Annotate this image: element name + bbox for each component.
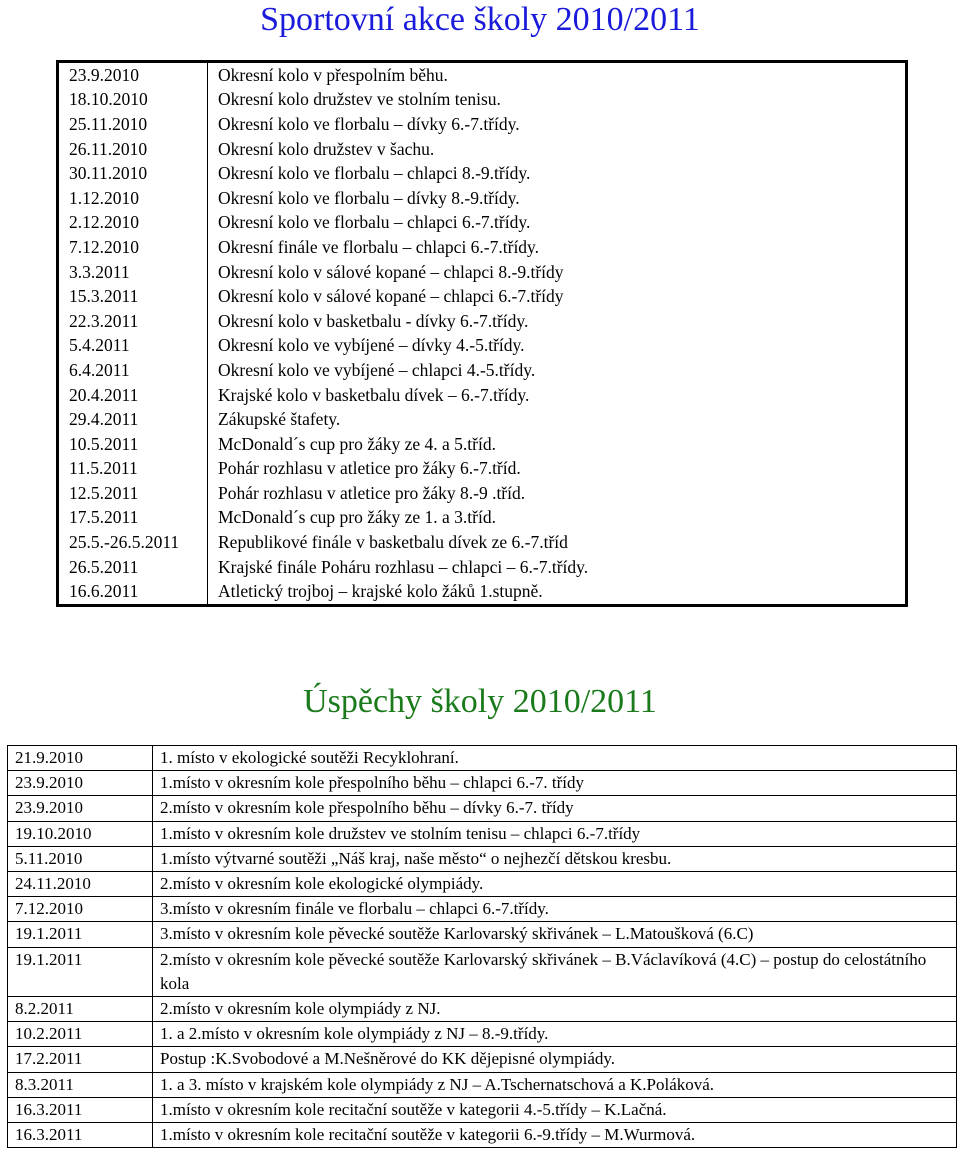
sports-events-title: Sportovní akce školy 2010/2011 (260, 1, 700, 38)
event-date-cell: 25.11.2010 (58, 112, 208, 137)
event-description-cell: Okresní kolo ve florbalu – dívky 6.-7.třídy. (218, 113, 520, 134)
event-date-cell: 12.5.2011 (58, 481, 208, 506)
achievement-date-cell: 16.3.2011 (8, 1123, 153, 1148)
achievement-description-cell: 2.místo v okresním kole ekologické olympiády. (153, 872, 957, 897)
event-description-cell: Okresní kolo družstev ve stolním tenisu. (218, 89, 501, 110)
table-row (8, 872, 957, 897)
event-description-cell: Krajské kolo v basketbalu dívek – 6.-7.třídy. (218, 384, 530, 405)
event-date-cell: 11.5.2011 (58, 457, 208, 482)
achievement-description-cell: 1.místo v okresním kole přespolního běhu – chlapci 6.-7. třídy (153, 771, 957, 796)
achievement-description-cell: 2.místo v okresním kole přespolního běhu – dívky 6.-7. třídy (153, 796, 957, 821)
achievement-description-cell: 1.místo v okresním kole družstev ve stolním tenisu – chlapci 6.-7.třídy (153, 821, 957, 846)
event-description-cell: Pohár rozhlasu v atletice pro žáky 8.-9 .tříd. (218, 482, 526, 503)
achievement-date-cell: 23.9.2010 (8, 796, 153, 821)
event-date-cell: 7.12.2010 (58, 235, 208, 260)
event-description-cell: Okresní kolo ve florbalu – chlapci 6.-7.třídy. (218, 212, 531, 233)
achievement-date-cell: 19.1.2011 (8, 947, 153, 996)
table-row (8, 947, 957, 996)
achievement-description-cell: 1.místo v okresním kole recitační soutěže v kategorii 4.-5.třídy – K.Lačná. (153, 1097, 957, 1122)
table-row (58, 506, 907, 531)
event-date-cell: 6.4.2011 (58, 358, 208, 383)
event-description-cell: Okresní finále ve florbalu – chlapci 6.-7.třídy. (218, 236, 540, 257)
achievement-date-cell: 5.11.2010 (8, 846, 153, 871)
achievement-date-cell: 23.9.2010 (8, 771, 153, 796)
event-date-cell: 1.12.2010 (58, 186, 208, 211)
achievement-description-cell: Postup :K.Svobodové a M.Nešněrové do KK dějepisné olympiády. (153, 1047, 957, 1072)
table-row (58, 309, 907, 334)
achievement-date-cell: 21.9.2010 (8, 746, 153, 771)
table-row (8, 897, 957, 922)
table-row (58, 62, 907, 88)
event-date-cell: 10.5.2011 (58, 432, 208, 457)
achievement-description-cell: 1. místo v ekologické soutěži Recyklohraní. (153, 746, 957, 771)
event-date-cell: 17.5.2011 (58, 506, 208, 531)
table-row (58, 457, 907, 482)
event-description-cell: Republikové finále v basketbalu dívek ze 6.-7.tříd (218, 532, 568, 553)
achievement-description-cell: 3.místo v okresním kole pěvecké soutěže Karlovarský skřivánek – L.Matoušková (6.C) (153, 922, 957, 947)
table-row (58, 555, 907, 580)
achievement-date-cell: 24.11.2010 (8, 872, 153, 897)
table-row (8, 746, 957, 771)
achievements-table (7, 745, 957, 1148)
table-row (58, 481, 907, 506)
event-date-cell: 26.5.2011 (58, 555, 208, 580)
achievements-title: Úspěchy školy 2010/2011 (303, 683, 657, 720)
event-description-cell: Okresní kolo v sálové kopané – chlapci 6.-7.třídy (218, 286, 564, 307)
achievement-date-cell: 16.3.2011 (8, 1097, 153, 1122)
achievement-date-cell: 8.3.2011 (8, 1072, 153, 1097)
event-date-cell: 30.11.2010 (58, 161, 208, 186)
table-row (58, 235, 907, 260)
event-date-cell: 2.12.2010 (58, 211, 208, 236)
event-description-cell: Okresní kolo ve vybíjené – dívky 4.-5.třídy. (218, 335, 525, 356)
achievement-description-cell: 1.místo výtvarné soutěži „Náš kraj, naše město“ o nejhezčí dětskou kresbu. (153, 846, 957, 871)
table-row (58, 211, 907, 236)
table-row (58, 137, 907, 162)
table-row (58, 407, 907, 432)
event-description-cell: McDonald´s cup pro žáky ze 1. a 3.tříd. (218, 507, 496, 528)
event-description-cell: Krajské finále Poháru rozhlasu – chlapci – 6.-7.třídy. (218, 556, 589, 577)
table-row (58, 88, 907, 113)
event-description-cell: Okresní kolo ve vybíjené – chlapci 4.-5.třídy. (218, 359, 536, 380)
table-row (58, 579, 907, 605)
achievement-date-cell: 8.2.2011 (8, 997, 153, 1022)
event-date-cell: 5.4.2011 (58, 334, 208, 359)
table-row (58, 161, 907, 186)
event-description-cell: Okresní kolo družstev v šachu. (218, 138, 435, 159)
event-description-cell: Okresní kolo v basketbalu - dívky 6.-7.třídy. (218, 310, 529, 331)
table-row (58, 334, 907, 359)
table-row (8, 997, 957, 1022)
table-row (8, 846, 957, 871)
table-row (8, 1072, 957, 1097)
achievement-description-cell: 2.místo v okresním kole olympiády z NJ. (153, 997, 957, 1022)
table-row (58, 260, 907, 285)
achievement-description-cell: 3.místo v okresním finále ve florbalu – chlapci 6.-7.třídy. (153, 897, 957, 922)
achievement-date-cell: 10.2.2011 (8, 1022, 153, 1047)
achievement-description-cell: 1. a 3. místo v krajském kole olympiády z NJ – A.Tschernatschová a K.Poláková. (153, 1072, 957, 1097)
event-date-cell: 20.4.2011 (58, 383, 208, 408)
table-row (58, 284, 907, 309)
event-date-cell: 18.10.2010 (58, 88, 208, 113)
table-row (58, 358, 907, 383)
table-row (8, 771, 957, 796)
table-row (8, 1047, 957, 1072)
table-row (8, 922, 957, 947)
event-date-cell: 3.3.2011 (58, 260, 208, 285)
achievement-date-cell: 17.2.2011 (8, 1047, 153, 1072)
table-row (58, 432, 907, 457)
achievement-date-cell: 19.1.2011 (8, 922, 153, 947)
achievement-description-cell: 1.místo v okresním kole recitační soutěže v kategorii 6.-9.třídy – M.Wurmová. (160, 1125, 696, 1145)
event-date-cell: 25.5.-26.5.2011 (58, 530, 208, 555)
event-description-cell: Okresní kolo v sálové kopané – chlapci 8.-9.třídy (218, 261, 564, 282)
event-description-cell: Atletický trojboj – krajské kolo žáků 1.stupně. (218, 581, 543, 602)
table-row (8, 1022, 957, 1047)
event-description-cell: Okresní kolo ve florbalu – dívky 8.-9.třídy. (218, 187, 520, 208)
event-date-cell: 22.3.2011 (58, 309, 208, 334)
table-row (8, 796, 957, 821)
achievement-date-cell: 7.12.2010 (8, 897, 153, 922)
achievement-description-cell: 2.místo v okresním kole pěvecké soutěže Karlovarský skřivánek – B.Václavíková (4.C) – postup do celostátního kola (153, 947, 957, 996)
table-row (8, 1123, 957, 1148)
event-description-cell: McDonald´s cup pro žáky ze 4. a 5.tříd. (218, 433, 496, 454)
event-description-cell: Okresní kolo ve florbalu – chlapci 8.-9.třídy. (218, 163, 531, 184)
event-description-cell: Zákupské štafety. (218, 409, 341, 430)
event-description-cell: Pohár rozhlasu v atletice pro žáky 6.-7.tříd. (218, 458, 521, 479)
table-row (58, 112, 907, 137)
achievement-description-cell: 1. a 2.místo v okresním kole olympiády z NJ – 8.-9.třídy. (153, 1022, 957, 1047)
table-row (8, 1097, 957, 1122)
table-row (8, 821, 957, 846)
event-date-cell: 23.9.2010 (58, 62, 208, 88)
table-row (58, 383, 907, 408)
event-date-cell: 15.3.2011 (58, 284, 208, 309)
sports-events-table (56, 60, 908, 607)
table-row (58, 530, 907, 555)
event-date-cell: 26.11.2010 (58, 137, 208, 162)
event-date-cell: 29.4.2011 (58, 407, 208, 432)
achievement-date-cell: 19.10.2010 (8, 821, 153, 846)
table-row (58, 186, 907, 211)
event-date-cell: 16.6.2011 (58, 579, 208, 605)
event-description-cell: Okresní kolo v přespolním běhu. (218, 64, 448, 85)
